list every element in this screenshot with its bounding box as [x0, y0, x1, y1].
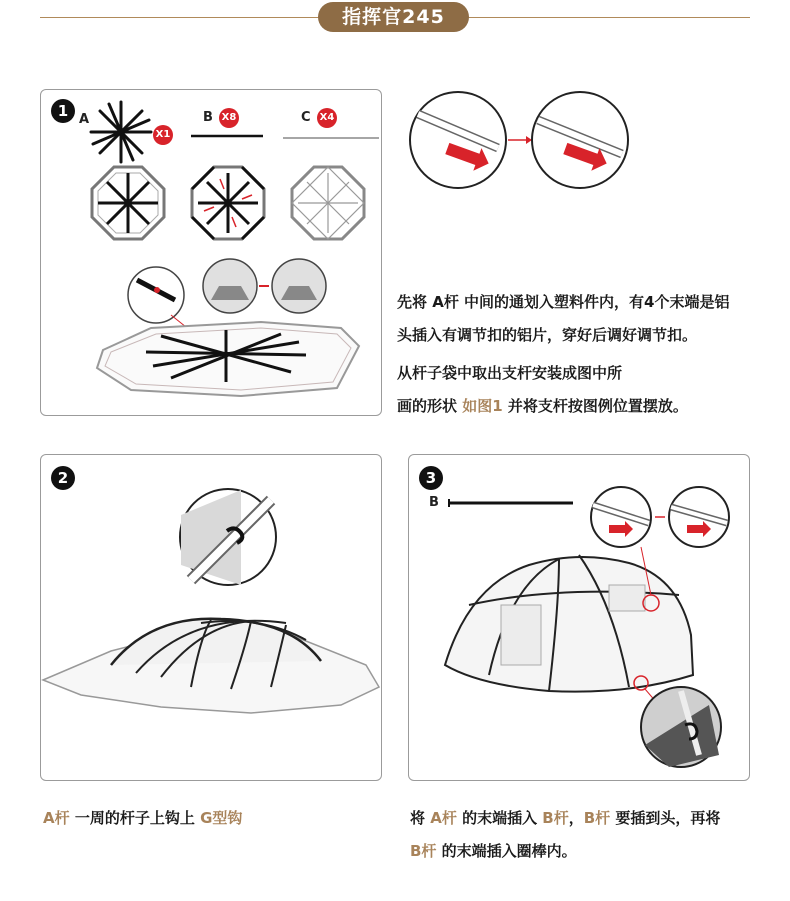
tent-dome-icon [43, 619, 379, 713]
c3-post: 要插到头，再将 [610, 809, 721, 827]
caption2-accent2: G型钩 [200, 809, 243, 827]
instruction-para1 [397, 286, 787, 352]
step3-panel [408, 454, 750, 781]
pole-a-qty: X1 [153, 125, 173, 145]
caption3-line2 [410, 835, 780, 868]
instruction-para2 [397, 357, 787, 423]
step1-panel [40, 89, 382, 416]
c3-pre: 将 [410, 809, 431, 827]
step3-diagram [409, 455, 749, 780]
step2-panel [40, 454, 382, 781]
g-hook-detail-icon [641, 687, 721, 767]
instruction-para1-line1: 先将 A杆 中间的通划入塑料件内，有4个末端是铝 [397, 293, 730, 311]
c3-mid2: ， [568, 809, 584, 827]
caption-step3 [410, 802, 780, 868]
instruction-para2-line2 [397, 390, 787, 423]
c3-l2-post: 的末端插入圈棒内。 [436, 842, 577, 860]
c3-l2-acc: B杆 [410, 842, 437, 860]
pole-b-label: B [203, 110, 213, 125]
pole-c-label: C [301, 110, 311, 125]
caption-step2 [43, 802, 383, 835]
c3-acc3: B杆 [583, 809, 611, 827]
figure-ref: 如图1 [462, 397, 503, 415]
para2-post: 并将支杆按图例位置摆放。 [502, 397, 688, 415]
tent-dome-icon [445, 547, 693, 717]
caption2-accent1: A杆 [43, 809, 70, 827]
c3-mid1: 的末端插入 [456, 809, 543, 827]
para2-pre: 画的形状 [397, 397, 463, 415]
step1-badge: 1 [51, 99, 75, 123]
step1-diagram [41, 90, 381, 415]
pole-c-qty: X4 [317, 108, 337, 128]
c3-acc1: A杆 [430, 809, 457, 827]
pole-b-label-step3: B [429, 495, 439, 510]
pole-insert-detail [408, 90, 648, 195]
octagon-frame-arrows-icon [192, 167, 264, 239]
g-hook-icon [180, 489, 276, 585]
step2-diagram [41, 455, 381, 780]
c3-acc2: B杆 [542, 809, 569, 827]
instruction-para2-line1: 从杆子袋中取出支杆安装成图中所 [397, 364, 623, 382]
caption2-text1: 一周的杆子上钩上 [69, 809, 201, 827]
step2-badge: 2 [51, 466, 75, 490]
tent-base-icon [97, 322, 359, 396]
pole-b-qty: X8 [219, 108, 239, 128]
octagon-frame-grey-icon [292, 167, 364, 239]
step3-badge: 3 [419, 466, 443, 490]
octagon-frame-icon [92, 167, 164, 239]
header-rule-right [468, 17, 750, 18]
pole-a-label: A [79, 112, 90, 127]
header-rule-left [40, 17, 320, 18]
starburst-pole-icon [91, 102, 151, 162]
caption3-line1 [410, 802, 780, 835]
instruction-para1-line2: 头插入有调节扣的铝片，穿好后调好调节扣。 [397, 326, 698, 344]
section-title: 指挥官245 [318, 2, 469, 32]
insert-arrow-icon [591, 487, 729, 547]
